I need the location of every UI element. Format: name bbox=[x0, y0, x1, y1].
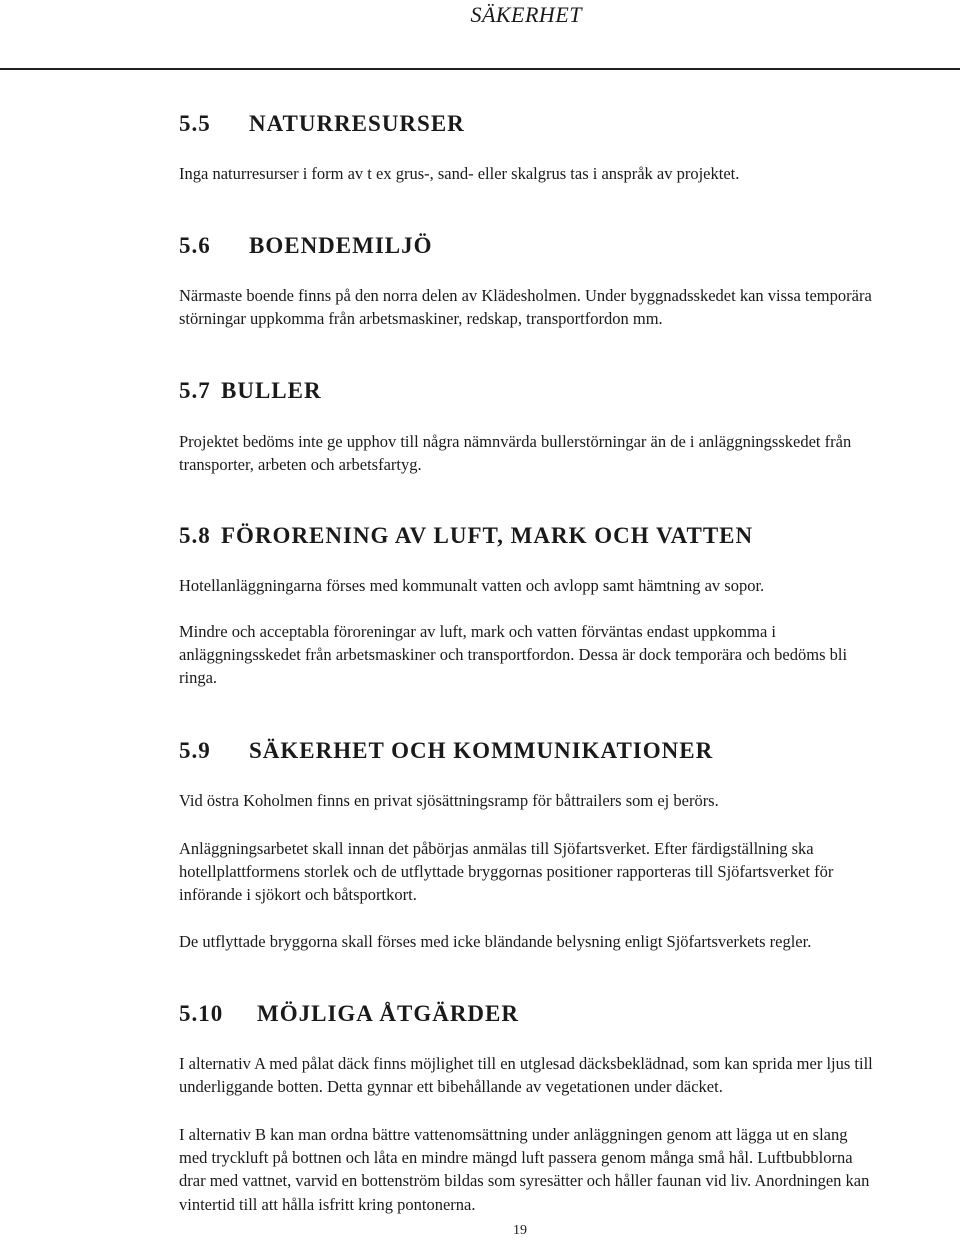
paragraph: Vid östra Koholmen finns en privat sjösättningsramp för båttrailers som ej berörs. bbox=[179, 791, 719, 810]
section-number: 5.6 bbox=[179, 233, 211, 258]
section-heading-5-5 bbox=[179, 110, 465, 138]
section-title: NATURRESURSER bbox=[249, 111, 465, 136]
section-number: 5.7 bbox=[179, 378, 211, 403]
section-number: 5.5 bbox=[179, 111, 211, 136]
section-heading-5-6 bbox=[179, 232, 433, 260]
section-title: SÄKERHET OCH KOMMUNIKATIONER bbox=[249, 738, 714, 763]
paragraph: Mindre och acceptabla föroreningar av luft, mark och vatten förväntas endast uppkomma i anläggningsskedet från arbetsmaskiner och transportfordon. Dessa är dock temporära och bedöms bli ringa. bbox=[179, 622, 848, 688]
section-heading-5-10 bbox=[179, 1000, 519, 1028]
section-number: 5.9 bbox=[179, 738, 211, 763]
page-number: 19 bbox=[513, 1223, 527, 1238]
section-number: 5.10 bbox=[179, 1001, 224, 1026]
paragraph: Anläggningsarbetet skall innan det påbörjas anmälas till Sjöfartsverket. Efter färdigställning ska hotellplattformens storlek och de utflyttade bryggornas positioner rapporteras till Sjöfartsverket för införande i sjökort och båtsportkort. bbox=[179, 839, 834, 905]
section-number: 5.8 bbox=[179, 523, 211, 548]
running-head: SÄKERHET bbox=[470, 2, 582, 27]
section-heading-5-9 bbox=[179, 737, 713, 765]
paragraph: De utflyttade bryggorna skall förses med icke bländande belysning enligt Sjöfartsverkets regler. bbox=[179, 932, 812, 951]
paragraph: Hotellanläggningarna förses med kommunalt vatten och avlopp samt hämtning av sopor. bbox=[179, 576, 765, 595]
section-title: BULLER bbox=[221, 378, 322, 403]
paragraph: I alternativ A med pålat däck finns möjlighet till en utglesad däcksbeklädnad, som kan sprida mer ljus till underliggande botten. Detta gynnar ett bibehållande av vegetationen under däcket. bbox=[179, 1054, 873, 1097]
section-heading-5-7 bbox=[179, 377, 322, 405]
header-rule bbox=[0, 68, 960, 70]
paragraph: I alternativ B kan man ordna bättre vattenomsättning under anläggningen genom att lägga ut en slang med tryckluft på bottnen och låta en mindre mängd luft passera genom många små hål. Luftbubblorna drar med vattnet, varvid en bottenström bildas som syresätter och håller faunan vid liv. Anordningen kan vintertid till att hålla isfritt kring pontonerna. bbox=[179, 1125, 870, 1214]
paragraph: Inga naturresurser i form av t ex grus-, sand- eller skalgrus tas i anspråk av projektet. bbox=[179, 164, 740, 183]
section-heading-5-8 bbox=[179, 522, 753, 550]
section-title: FÖRORENING AV LUFT, MARK OCH VATTEN bbox=[221, 523, 754, 548]
section-title: MÖJLIGA ÅTGÄRDER bbox=[257, 1001, 519, 1026]
paragraph: Projektet bedöms inte ge upphov till några nämnvärda bullerstörningar än de i anläggningsskedet från transporter, arbeten och arbetsfartyg. bbox=[179, 432, 852, 475]
paragraph: Närmaste boende finns på den norra delen av Klädesholmen. Under byggnadsskedet kan vissa temporära störningar uppkomma från arbetsmaskiner, redskap, transportfordon mm. bbox=[179, 286, 872, 329]
section-title: BOENDEMILJÖ bbox=[249, 233, 433, 258]
